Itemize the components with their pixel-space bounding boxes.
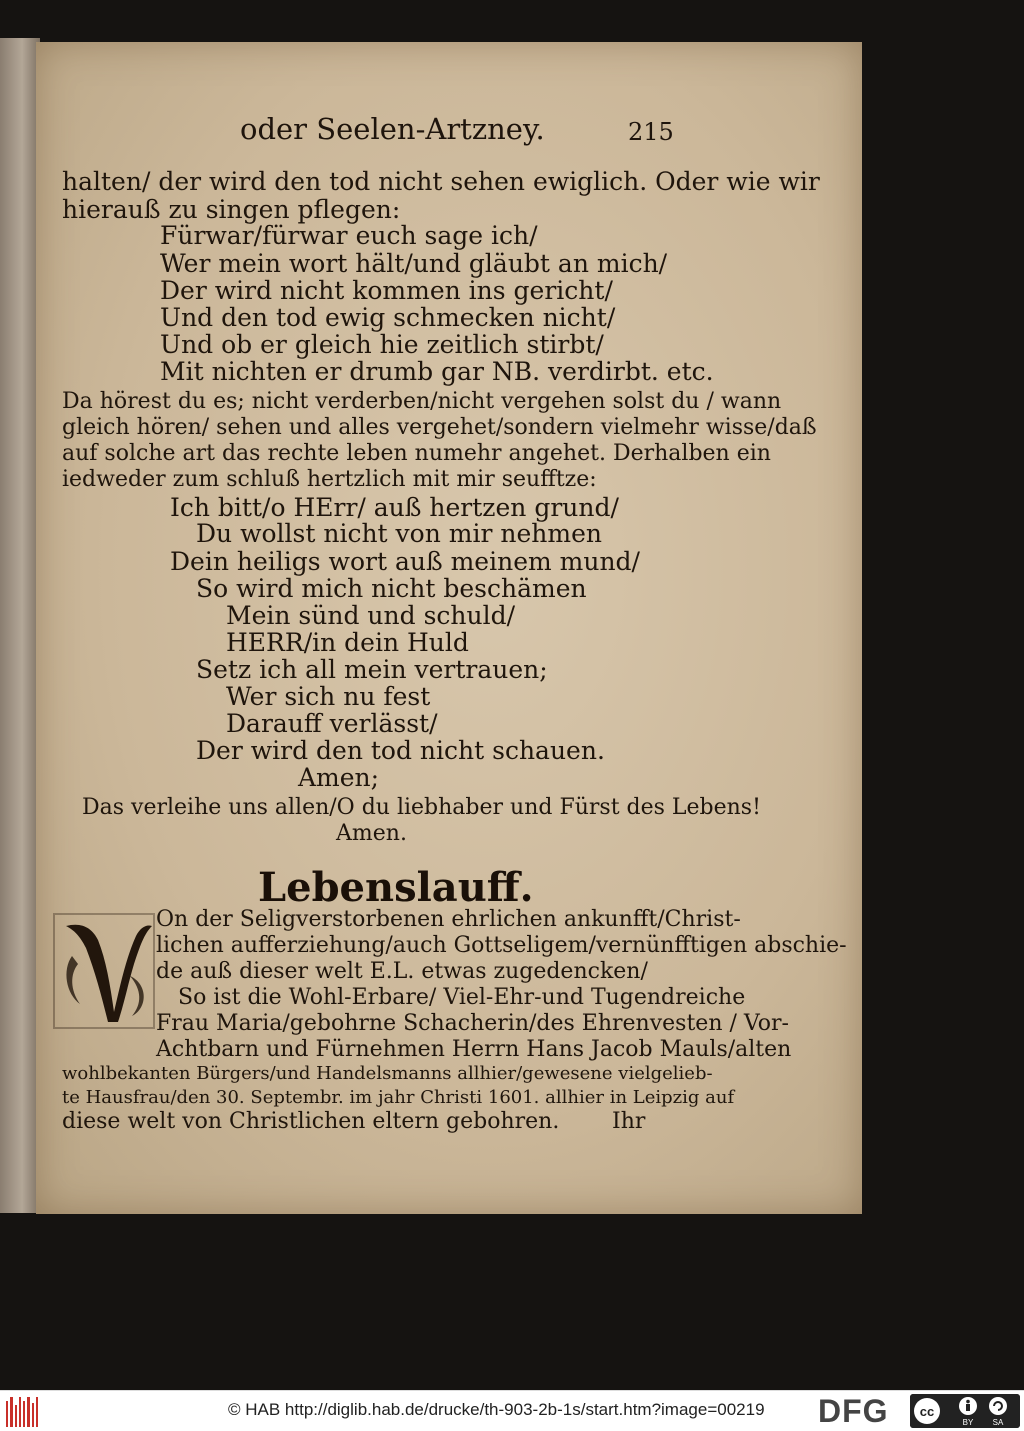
verse-line: Wer sich nu fest bbox=[226, 682, 431, 711]
text-line: gleich hören/ sehen und alles vergehet/sondern vielmehr wisse/daß bbox=[62, 415, 817, 440]
verse-line: Mein sünd und schuld/ bbox=[226, 601, 516, 630]
section-heading: Lebenslauff. bbox=[258, 864, 534, 911]
text-line: de auß dieser welt E.L. etwas zugedencken/ bbox=[156, 959, 648, 984]
copyright-url-text[interactable]: © HAB http://diglib.hab.de/drucke/th-903-2b-1s/start.htm?image=00219 bbox=[228, 1400, 765, 1419]
catchword: Ihr bbox=[612, 1109, 646, 1134]
verse-line: Fürwar/fürwar euch sage ich/ bbox=[160, 221, 538, 250]
previous-page-edge bbox=[0, 38, 40, 1213]
verse-line: Darauff verlässt/ bbox=[226, 709, 438, 738]
text-line: halten/ der wird den tod nicht sehen ewiglich. Oder wie wir bbox=[62, 167, 820, 196]
dfg-logo: DFG bbox=[818, 1393, 889, 1429]
text-line: auf solche art das rechte leben numehr angehet. Derhalben ein bbox=[62, 441, 771, 466]
by-label: BY bbox=[962, 1418, 974, 1427]
verse-line: Amen; bbox=[298, 763, 380, 792]
text-line: hierauß zu singen pflegen: bbox=[62, 195, 401, 224]
running-head: oder Seelen-Artzney. bbox=[240, 112, 545, 146]
verse-line: Ich bitt/o HErr/ auß hertzen grund/ bbox=[170, 493, 619, 522]
text-line: So ist die Wohl-Erbare/ Viel-Ehr-und Tugendreiche bbox=[178, 985, 746, 1010]
text-line: Achtbarn und Fürnehmen Herrn Hans Jacob Mauls/alten bbox=[156, 1037, 792, 1062]
cc-by-sa-icon[interactable] bbox=[910, 1394, 1020, 1428]
hab-barcode-logo-icon bbox=[6, 1395, 38, 1427]
verse-line: So wird mich nicht beschämen bbox=[196, 574, 587, 603]
text-line: Das verleihe uns allen/O du liebhaber und Fürst des Lebens! bbox=[82, 795, 761, 820]
text-line: Da hörest du es; nicht verderben/nicht vergehen solst du / wann bbox=[62, 389, 782, 414]
verse-line: Mit nichten er drumb gar NB. verdirbt. etc. bbox=[160, 357, 714, 386]
text-line: te Hausfrau/den 30. Septembr. im jahr Christi 1601. allhier in Leipzig auf bbox=[62, 1087, 735, 1108]
page-number: 215 bbox=[628, 118, 674, 146]
text-line: wohlbekanten Bürgers/und Handelsmanns allhier/gewesene vielgelieb- bbox=[62, 1063, 713, 1084]
verse-line: Und ob er gleich hie zeitlich stirbt/ bbox=[160, 330, 604, 359]
text-line: On der Seligverstorbenen ehrlichen ankunfft/Christ- bbox=[156, 907, 741, 932]
verse-line: Der wird den tod nicht schauen. bbox=[196, 736, 605, 765]
verse-line: Dein heiligs wort auß meinem mund/ bbox=[170, 547, 640, 576]
decorated-initial-v-icon bbox=[52, 912, 156, 1030]
verse-line: Du wollst nicht von mir nehmen bbox=[196, 519, 602, 548]
cc-label: cc bbox=[919, 1404, 935, 1419]
text-line: Frau Maria/gebohrne Schacherin/des Ehrenvesten / Vor- bbox=[156, 1011, 789, 1036]
footer-bar bbox=[0, 1390, 1024, 1431]
verse-line: Der wird nicht kommen ins gericht/ bbox=[160, 276, 613, 305]
verse-line: HERR/in dein Huld bbox=[226, 628, 469, 657]
verse-line: Wer mein wort hält/und gläubt an mich/ bbox=[160, 249, 668, 278]
text-line: Amen. bbox=[336, 821, 407, 846]
sa-label: SA bbox=[992, 1418, 1004, 1427]
text-line: diese welt von Christlichen eltern gebohren. bbox=[62, 1109, 560, 1134]
verse-line: Und den tod ewig schmecken nicht/ bbox=[160, 303, 616, 332]
text-line: lichen aufferziehung/auch Gottseligem/vernünfftigen abschie- bbox=[156, 933, 847, 958]
text-line: iedweder zum schluß hertzlich mit mir seufftze: bbox=[62, 467, 597, 492]
verse-line: Setz ich all mein vertrauen; bbox=[196, 655, 548, 684]
